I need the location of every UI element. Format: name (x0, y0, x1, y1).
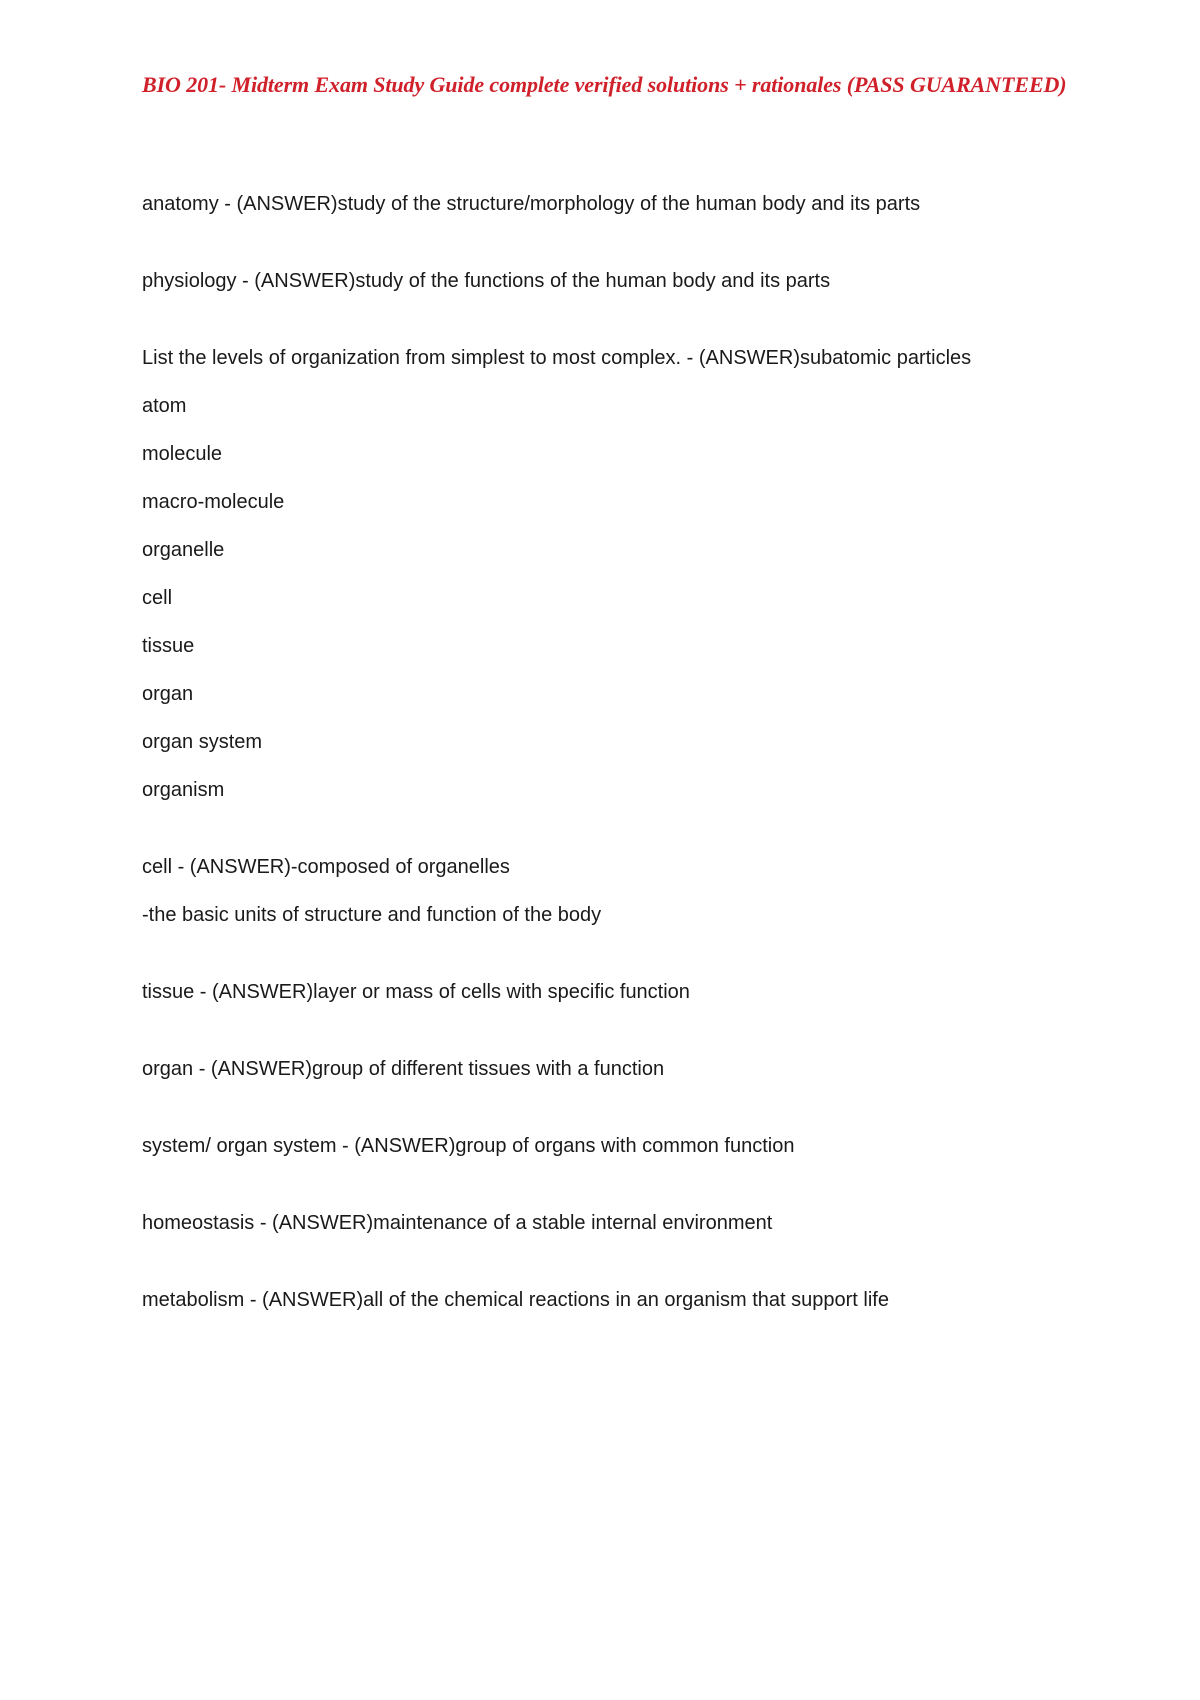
entry-physiology (142, 267, 1102, 295)
entry-line: metabolism - (ANSWER)all of the chemical reactions in an organism that support life (142, 1289, 889, 1311)
entry-homeostasis (142, 1209, 1102, 1237)
entry-line: homeostasis - (ANSWER)maintenance of a stable internal environment (142, 1212, 773, 1234)
entry-line: macro-molecule (142, 491, 285, 513)
document-title: BIO 201- Midterm Exam Study Guide complete verified solutions + rationales (PASS GUARANTEED) (142, 72, 1067, 97)
entry-line: cell - (ANSWER)-composed of organelles (142, 856, 510, 878)
entry-line: organism (142, 779, 225, 801)
entry-line: organ (142, 683, 194, 705)
entry-cell (142, 853, 1102, 929)
entry-levels-of-organization (142, 344, 1102, 804)
entry-line: anatomy - (ANSWER)study of the structure/morphology of the human body and its parts (142, 193, 921, 215)
entry-line: molecule (142, 443, 223, 465)
entry-metabolism (142, 1286, 1102, 1314)
entry-line: cell (142, 587, 173, 609)
entry-line: List the levels of organization from simplest to most complex. - (ANSWER)subatomic particles (142, 347, 972, 369)
entry-line: organ system (142, 731, 263, 753)
entry-line: atom (142, 395, 187, 417)
entry-line: system/ organ system - (ANSWER)group of organs with common function (142, 1135, 795, 1157)
entry-line: organelle (142, 539, 225, 561)
entry-organ-system (142, 1132, 1102, 1160)
entry-line: -the basic units of structure and function of the body (142, 904, 602, 926)
entry-tissue (142, 978, 1102, 1006)
entry-organ (142, 1055, 1102, 1083)
entry-anatomy (142, 190, 1102, 218)
entry-line: organ - (ANSWER)group of different tissues with a function (142, 1058, 665, 1080)
entry-line: tissue - (ANSWER)layer or mass of cells with specific function (142, 981, 690, 1003)
entry-line: tissue (142, 635, 195, 657)
entry-line: physiology - (ANSWER)study of the functions of the human body and its parts (142, 270, 831, 292)
flashcard-list (142, 190, 1102, 1314)
